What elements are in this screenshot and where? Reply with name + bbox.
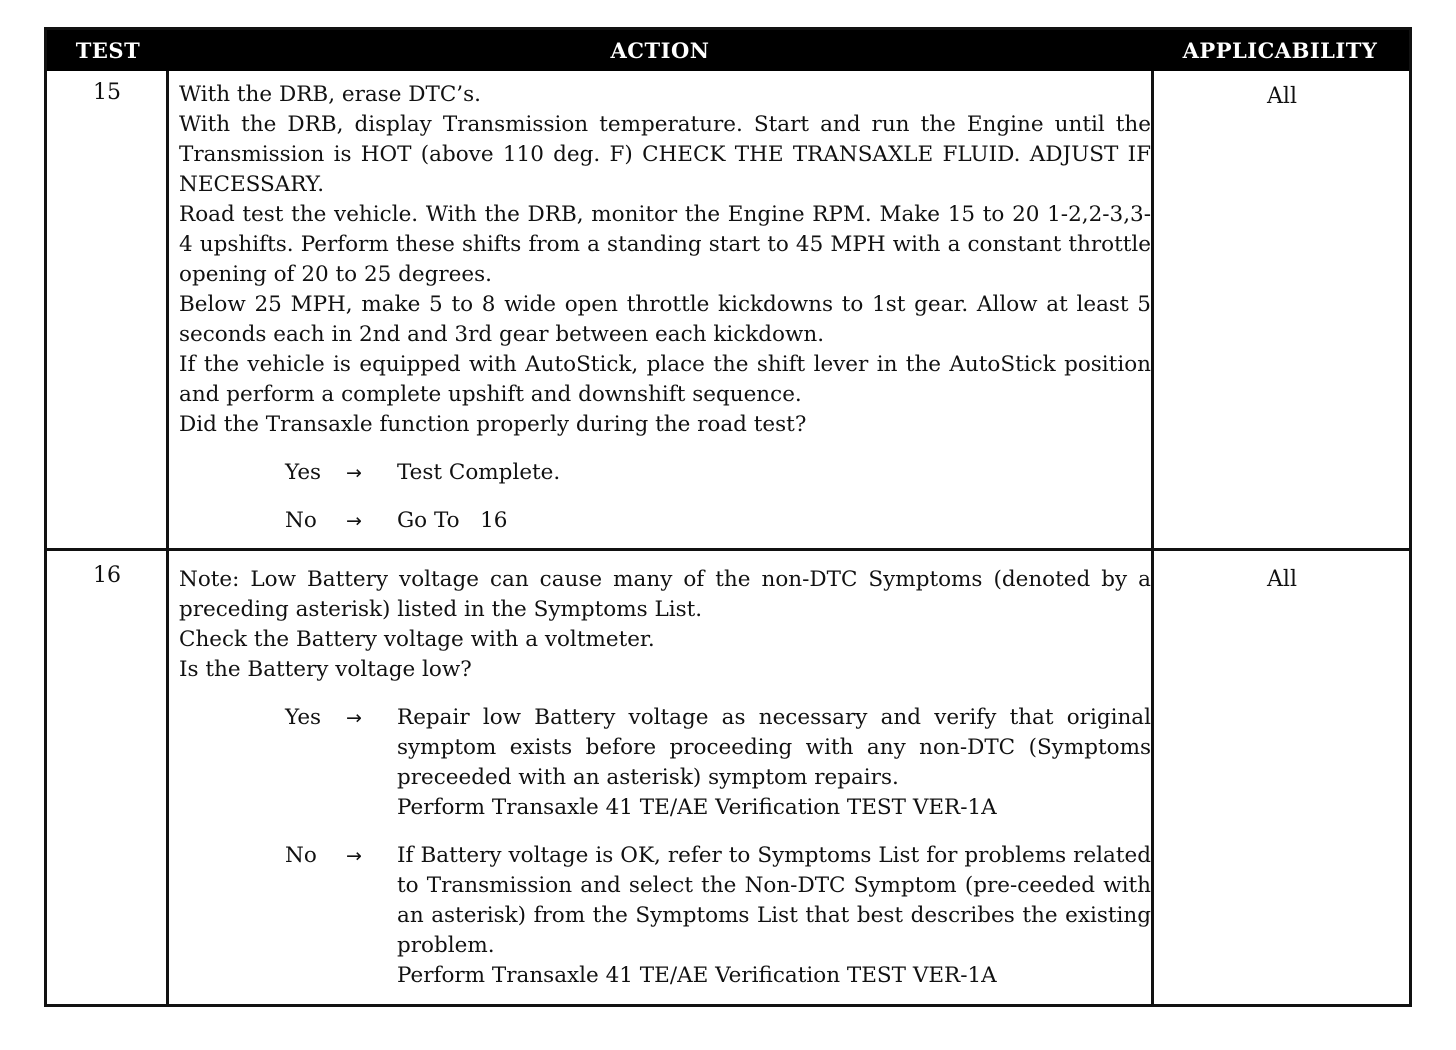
answer-label: No [285, 508, 317, 533]
header-test: TEST [75, 38, 141, 63]
answer-result: Go To 16 [397, 508, 508, 533]
table-header [47, 30, 1409, 71]
action-cell [179, 565, 1151, 991]
answer-yes [179, 458, 1151, 488]
answer-result: Test Complete. [397, 460, 561, 485]
answer-label: Yes [285, 705, 322, 730]
applicability-value: All [1267, 567, 1297, 592]
applicability-value: All [1267, 84, 1297, 109]
action-step: Check the Battery voltage with a voltmeter. [179, 627, 655, 652]
right-arrow-icon: → [346, 707, 362, 729]
action-step: Below 25 MPH, make 5 to 8 wide open throttle kickdowns to 1st gear. Allow at least 5 seconds each in 2nd and 3rd gear between each kickdown. [179, 292, 1151, 347]
right-arrow-icon: → [346, 462, 362, 484]
answer-result [397, 703, 1151, 823]
answer-result-text: Repair low Battery voltage as necessary and verify that original symptom exists before proceeding with any non-DTC (Symptoms preceeded with an asterisk) symptom repairs. [397, 705, 1151, 790]
answer-result-action: Perform Transaxle 41 TE/AE Verification TEST VER-1A [397, 963, 997, 988]
answer-label: Yes [285, 460, 322, 485]
answer-result-action: Perform Transaxle 41 TE/AE Verification TEST VER-1A [397, 795, 997, 820]
row-divider [47, 548, 1409, 551]
action-question: Did the Transaxle function properly during the road test? [179, 412, 807, 437]
right-arrow-icon: → [346, 845, 362, 867]
column-divider-applicability [1151, 71, 1154, 1004]
action-step: If the vehicle is equipped with AutoStick, place the shift lever in the AutoStick position and perform a complete upshift and downshift sequence. [179, 352, 1151, 407]
action-cell [179, 80, 1151, 536]
action-question: Is the Battery voltage low? [179, 657, 472, 682]
header-action: ACTION [610, 38, 710, 63]
answer-label: No [285, 843, 317, 868]
column-divider-test [166, 71, 169, 1004]
right-arrow-icon: → [346, 510, 362, 532]
answer-no [179, 841, 1151, 991]
answer-result [397, 841, 1151, 991]
action-step: Road test the vehicle. With the DRB, monitor the Engine RPM. Make 15 to 20 1-2,2-3,3-4 upshifts. Perform these shifts from a standing start to 45 MPH with a constant throttle opening of 20 to 25 degrees. [179, 202, 1151, 287]
action-step: Note: Low Battery voltage can cause many of the non-DTC Symptoms (denoted by a preceding asterisk) listed in the Symptoms List. [179, 567, 1151, 622]
test-number: 16 [93, 563, 121, 588]
header-applicability: APPLICABILITY [1182, 38, 1378, 63]
diagnostic-table [44, 27, 1412, 1007]
action-step: With the DRB, erase DTC’s. [179, 82, 481, 107]
answer-result-text: If Battery voltage is OK, refer to Symptoms List for problems related to Transmission and select the Non-DTC Symptom (pre-ceeded with an asterisk) from the Symptoms List that best describes the existing problem. [397, 843, 1151, 958]
answer-no [179, 506, 1151, 536]
test-number: 15 [93, 80, 121, 105]
action-step: With the DRB, display Transmission temperature. Start and run the Engine until the Transmission is HOT (above 110 deg. F) CHECK THE TRANSAXLE FLUID. ADJUST IF NECESSARY. [179, 112, 1151, 197]
answer-yes [179, 703, 1151, 823]
